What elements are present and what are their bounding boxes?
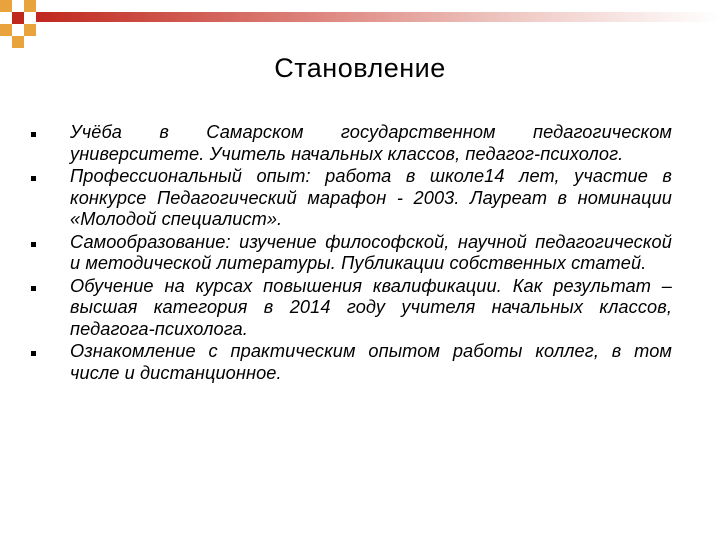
- list-item: [0, 122, 720, 165]
- list-item-text: Профессиональный опыт: работа в школе14 лет, участие в конкурсе Педагогический марафон - 2003. Лауреат в номинации «Молодой специалист».: [70, 166, 672, 229]
- corner-square-decoration: [0, 0, 12, 12]
- bullet-list: [0, 122, 720, 384]
- corner-square-decoration: [0, 24, 12, 36]
- list-item: [0, 276, 720, 341]
- slide-title: Становление: [274, 53, 446, 83]
- list-item: [0, 232, 720, 275]
- corner-square-decoration: [12, 36, 24, 48]
- list-item-text: Самообразование: изучение философской, научной педагогической и методической литературы. Публикации собственных статей.: [70, 231, 672, 273]
- list-item-text: Обучение на курсах повышения квалификации. Как результат – высшая категория в 2014 году учителя начальных классов, педагога-психолога.: [70, 275, 672, 339]
- corner-square-decoration: [24, 24, 36, 36]
- corner-square-decoration: [24, 0, 36, 12]
- corner-square-decoration: [12, 12, 24, 24]
- list-item-text: Учёба в Самарском государственном педагогическом университете. Учитель начальных классов, педагог-психолог.: [70, 122, 672, 164]
- list-item-text: Ознакомление с практическим опытом работы коллег, в том числе и дистанционное.: [70, 341, 672, 383]
- square-bullet-icon: [31, 132, 36, 137]
- square-bullet-icon: [31, 176, 36, 181]
- square-bullet-icon: [31, 351, 36, 356]
- header-gradient-bar: [36, 12, 720, 22]
- list-item: [0, 166, 720, 231]
- square-bullet-icon: [31, 242, 36, 247]
- list-item: [0, 341, 720, 384]
- square-bullet-icon: [31, 286, 36, 291]
